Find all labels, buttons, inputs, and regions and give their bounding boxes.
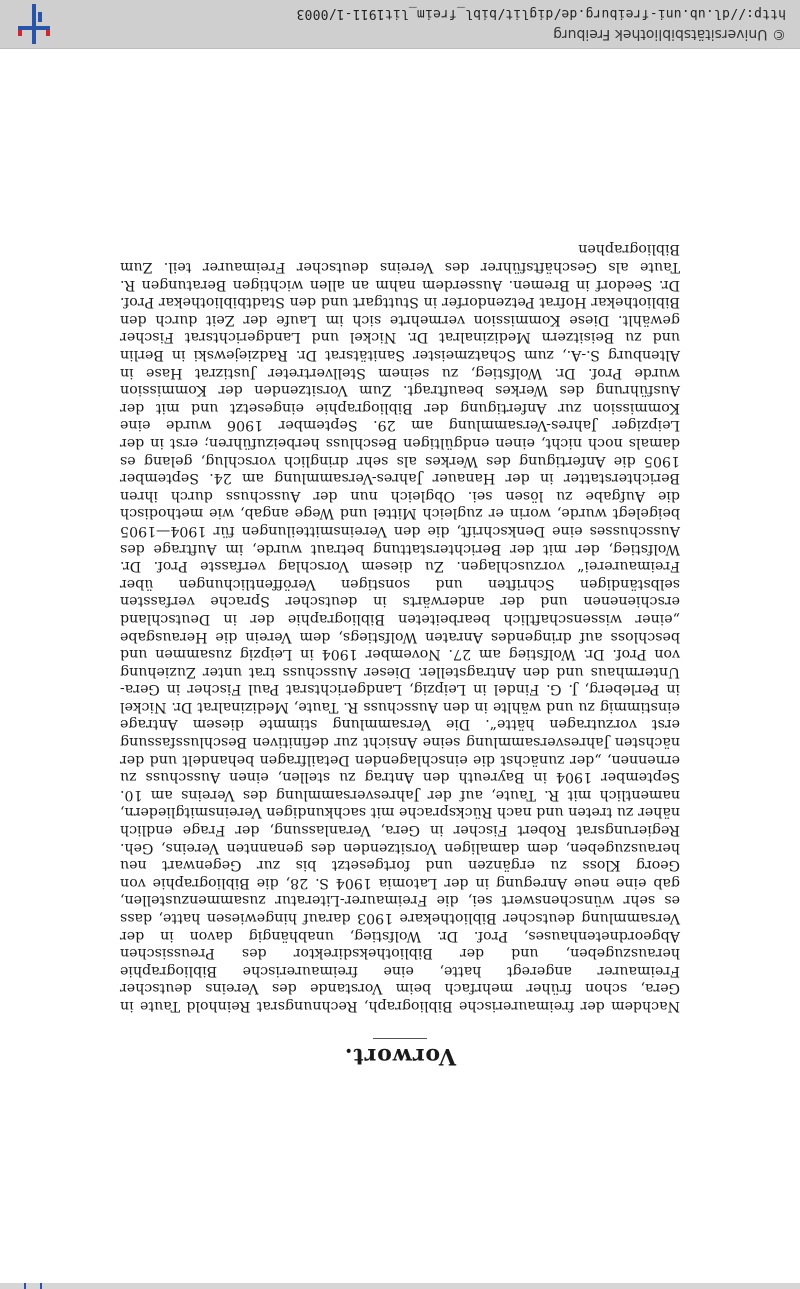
permalink-url[interactable]: http://dl.ub.uni-freiburg.de/diglit/bibl_freim_lit1911-1/0003: [296, 6, 786, 21]
body-text: Nachdem der freimaurerische Bibliograph, Rechnungsrat Reinhold Taute in Gera, schon früher mehrfach beim Vorstande des Vereins deutscher Freimaurer angeregt hatte, eine freimaurerische Bibliographie herauszugeben, und der Bibliotheksdirektor des Preussischen Abgeordnetenhauses, Prof. Dr. Wolfstieg, unabhängig davon in der Versammlung deutscher Bibliothekare 1903 darauf hingewiesen hatte, dass es sehr wünschenswert sei, die Freimaurer-Literatur zusammenzustellen, gab eine neue Anregung in der Latomia 1904 S. 28, die Bibliographie von Georg Kloss zu ergänzen und fortgesetzt bis zur Gegenwart neu herauszugeben, dem damaligen Vorsitzenden des genannten Vereins, Geh. Regierungsrat Robert Fischer in Gera, Veranlassung, der Frage endlich näher zu treten und nach Rücksprache mit sachkundigen Vereinsmitgliedern, namentlich mit R. Taute, auf der Jahresversammlung des Vereins am 10. September 1904 in Bayreuth den Antrag zu stellen, einen Ausschuss zu ernennen, „der zunächst die einschlagenden Detailfragen behandelt und der nächsten Jahresversammlung seine Ansicht zur definitiven Beschlussfassung erst vorzutragen hätte“. Die Versammlung stimmte diesem Antrage einstimmig zu und wählte in den Ausschuss R. Taute, Medizinalrat Dr. Nickel in Perleberg, J. G. Findel in Leipzig, Landgerichtsrat Paul Fischer in Gera-Untermhaus und den Antragsteller. Dieser Ausschuss trat unter Zuziehung von Prof. Dr. Wolfstieg am 27. November 1904 in Leipzig zusammen und beschloss auf dringendes Anraten Wolfstiegs, dem Verein die Herausgabe „einer wissenschaftlich bearbeiteten Bibliographie der in Deutschland erschienenen und der anderwärts in deutscher Sprache verfassten selbständigen Schriften und sonstigen Veröffentlichungen über Freimaurerei“ vorzuschlagen. Zu diesem Vorschlag verfasste Prof. Dr. Wolfstieg, der mit der Berichterstattung betraut wurde, im Auftrage des Ausschusses eine Denkschrift, die den Vereinsmitteilungen für 1904—1905 beigelegt wurde, worin er zugleich Mittel und Wege angab, wie methodisch die Aufgabe zu lösen sei. Obgleich nun der Ausschuss durch ihren Berichterstatter in der Hanauer Jahres-Versammlung am 24. September 1905 die Anfertigung des Werkes als sehr dringlich vorschlug, gelang es damals noch nicht, einen endgültigen Beschluss herbeizuführen; erst in der Leipziger Jahres-Versammlung am 29. September 1906 wurde eine Kommission zur Anfertigung der Bibliographie eingesetzt und mit der Ausführung des Werkes beauftragt. Zum Vorsitzenden der Kommission wurde Prof. Dr. Wolfstieg, zu seinem Stellvertreter Justizrat Hase in Altenburg S.-A., zum Schatzmeister Sanitätsrat Dr. Radziejewski in Berlin und zu Beisitzern Medizinalrat Dr. Nickel und Landgerichtsrat Fischer gewählt. Diese Kommission vermehrte sich im Laufe der Zeit durch den Bibliothekar Hofrat Petzendorfer in Stuttgart und den Stadtbibliothekar Prof. Dr. Seedorf in Bremen. Ausserdem nahm an allen wichtigen Beratungen R. Taute als Geschäftsführer des Vereins deutscher Freimaurer teil. Zum Bibliographen: [120, 241, 680, 1014]
footer-bar: [0, 0, 800, 49]
next-page-strip: [0, 1283, 800, 1289]
next-page-logo-fragment: [24, 1283, 42, 1289]
copyright-text: © Universitätsbibliothek Freiburg: [553, 26, 786, 42]
title-rule: [373, 1038, 427, 1039]
ub-freiburg-logo-icon: [14, 2, 54, 46]
scanned-page: [120, 240, 680, 1069]
page-title: Vorwort.: [343, 1043, 457, 1069]
